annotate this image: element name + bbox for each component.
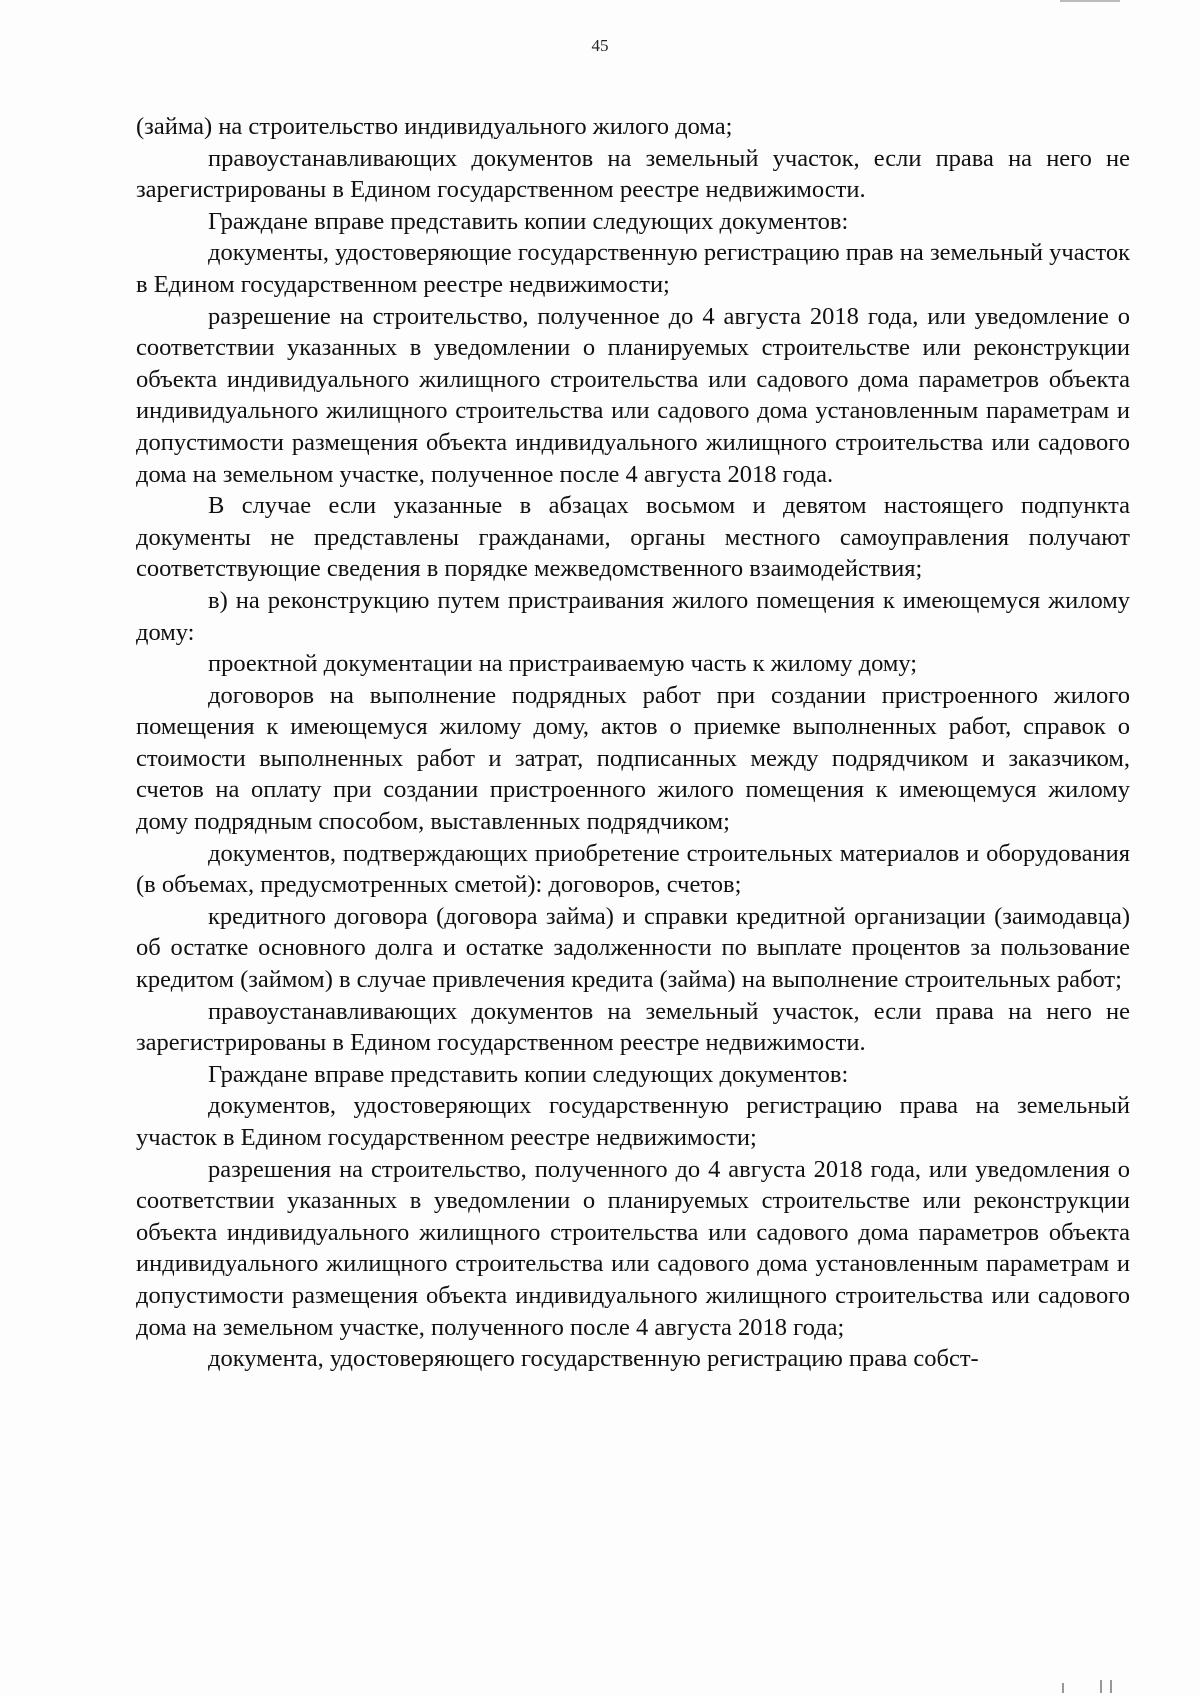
paragraph: разрешения на строительство, полученного до 4 августа 2018 года, или уведомления о соответствии указанных в уведомлении о планируемых строительстве или реконструкции объекта индивидуального жилищного строительства или садового дома параметров объекта индивидуального жилищного строительства или садового дома установленным параметрам и допустимости размещения объекта индивидуального жилищного строительства или садового дома на земельном участке, полученного после 4 августа 2018 года; [136, 1155, 1130, 1341]
scan-artifact [1110, 1680, 1112, 1693]
paragraph: документов, подтверждающих приобретение строительных материалов и оборудования (в объемах, предусмотренных сметой): договоров, счетов; [136, 839, 1130, 899]
paragraph: документы, удостоверяющие государственную регистрацию прав на земельный участок в Едином государственном реестре недвижимости; [136, 239, 1130, 298]
paragraph: Граждане вправе представить копии следующих документов: [208, 1060, 849, 1088]
paragraph: (займа) на строительство индивидуального жилого дома; [136, 113, 733, 140]
scan-artifact [1100, 1680, 1102, 1693]
scan-artifact [1062, 1683, 1064, 1693]
paragraph: разрешение на строительство, полученное до 4 августа 2018 года, или уведомление о соответствии указанных в уведомлении о планируемых строительстве или реконструкции объекта индивидуального жилищного строительства или садового дома параметров объекта индивидуального жилищного строительства или садового дома установленным параметрам и допустимости размещения объекта индивидуального жилищного строительства или садового дома на земельном участке, полученное после 4 августа 2018 года. [136, 302, 1130, 488]
paragraph: Граждане вправе представить копии следующих документов: [208, 207, 849, 235]
paragraph: документа, удостоверяющего государственную регистрацию права собст- [208, 1345, 979, 1373]
page-number: 45 [591, 36, 609, 55]
paragraph: договоров на выполнение подрядных работ при создании пристроенного жилого помещения к имеющемуся жилому дому, актов о приемке выполненных работ, справок о стоимости выполненных работ и затрат, подписанных между подрядчиком и заказчиком, счетов на оплату при создании пристроенного жилого помещения к имеющемуся жилому дому подрядным способом, выставленных подрядчиком; [136, 681, 1130, 836]
paragraph: правоустанавливающих документов на земельный участок, если права на него не зарегистрированы в Едином государственном реестре недвижимости. [136, 997, 1130, 1057]
scan-artifact [1060, 0, 1120, 2]
paragraph: правоустанавливающих документов на земельный участок, если права на него не зарегистрированы в Едином государственном реестре недвижимости. [136, 144, 1130, 204]
paragraph: проектной документации на пристраиваемую часть к жилому дому; [208, 650, 918, 678]
paragraph: документов, удостоверяющих государственную регистрацию права на земельный участок в Едином государственном реестре недвижимости; [136, 1092, 1130, 1151]
paragraph: кредитного договора (договора займа) и справки кредитной организации (заимодавца) об остатке основного долга и остатке задолженности по выплате процентов за пользование кредитом (займом) в случае привлечения кредита (займа) на выполнение строительных работ; [136, 902, 1130, 994]
paragraph: В случае если указанные в абзацах восьмом и девятом настоящего подпункта документы не представлены гражданами, органы местного самоуправления получают соответствующие сведения в порядке межведомственного взаимодействия; [136, 492, 1130, 583]
document-body [136, 111, 1130, 1375]
paragraph: в) на реконструкцию путем пристраивания жилого помещения к имеющемуся жилому дому: [136, 586, 1130, 646]
